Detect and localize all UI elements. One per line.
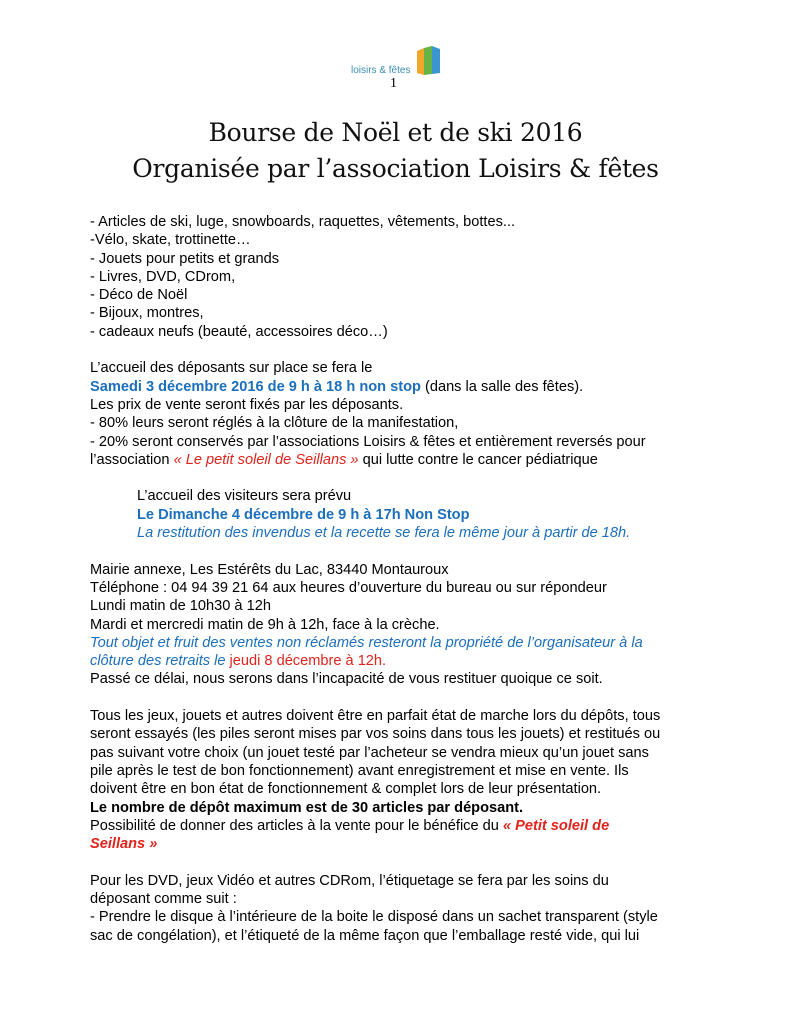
games-text: pas suivant votre choix (un jouet testé par l’acheteur se vendra mieux qu’un jouet sans [90,744,649,761]
games-text: Tous les jeux, jouets et autres doivent être en parfait état de marche lors du dépôts, tous [90,708,661,725]
article-item: - Livres, DVD, CDrom, [90,268,236,285]
deposit-intro: L’accueil des déposants sur place se fera le [90,360,373,377]
visitors-date: Le Dimanche 4 décembre de 9 h à 17h Non Stop [137,506,470,523]
article-item: - Bijoux, montres, [90,305,204,322]
games-text: pile après le test de bon fonctionnement) avant enregistrement et mise en vente. Ils [90,762,629,779]
deposit-prices: Les prix de vente seront fixés par les déposants. [90,396,404,413]
association-name: « Le petit soleil de Seillans » [173,451,359,468]
deposit-association-line [90,451,730,469]
withdrawal-deadline: jeudi 8 décembre à 12h. [229,653,387,670]
dvd-text: - Prendre le disque à l’intérieure de la boite le disposé dans un sachet transparent (style [90,909,658,926]
visitors-intro: L’accueil des visiteurs sera prévu [137,488,352,505]
dvd-text: déposant comme suit : [90,890,237,907]
article-item: -Vélo, skate, trottinette… [90,232,251,249]
after-deadline: Passé ce délai, nous serons dans l’incapacité de vous restituer quoique ce soit. [90,671,603,688]
contact-hours-tuesday: Mardi et mercredi matin de 9h à 12h, face à la crèche. [90,616,440,633]
deposit-date-line [90,378,730,396]
unclaimed-notice-2: clôture des retraits le [90,653,230,670]
article-item: - Jouets pour petits et grands [90,250,280,267]
article-item: - cadeaux neufs (beauté, accessoires déco…) [90,323,388,340]
association-suffix: qui lutte contre le cancer pédiatrique [358,451,598,468]
contact-hours-monday: Lundi matin de 10h30 à 12h [90,598,271,615]
dvd-text: Pour les DVD, jeux Vidéo et autres CDRom, l’étiquetage se fera par les soins du [90,872,609,889]
games-text: doivent être en bon état de fonctionnement & complet lors de leur présentation. [90,781,602,798]
games-text: seront essayés (les piles seront mises par vos soins dans tous les jouets) et restitués ou [90,726,661,743]
donate-name-2: Seillans » [90,836,158,853]
page-title-line-1: Bourse de Noël et de ski 2016 [208,118,583,147]
dvd-text: sac de congélation), et l’étiqueté de la même façon que l’emballage resté vide, qui lui [90,927,640,944]
unclaimed-notice-2-line [90,652,730,670]
visitors-restitution: La restitution des invendus et la recette se fera le même jour à partir de 18h. [137,525,631,542]
logo-text: loisirs & fêtes [351,65,411,76]
logo [351,45,441,77]
page-title-line-2: Organisée par l’association Loisirs & fêtes [132,154,659,183]
article-item: - Articles de ski, luge, snowboards, raquettes, vêtements, bottes... [90,214,516,230]
deposit-date: Samedi 3 décembre 2016 de 9 h à 18 h non stop [90,378,421,395]
page-number: 1 [390,76,397,91]
unclaimed-notice-1: Tout objet et fruit des ventes non réclamés resteront la propriété de l’organisateur à la [90,634,643,651]
deposit-date-suffix: (dans la salle des fêtes). [420,378,584,395]
donate-name-1: « Petit soleil de [502,817,610,834]
books-icon [415,45,441,77]
deposit-80pct: - 80% leurs seront réglés à la clôture de la manifestation, [90,415,459,432]
article-item: - Déco de Noël [90,287,188,304]
contact-phone: Téléphone : 04 94 39 21 64 aux heures d’ouverture du bureau ou sur répondeur [90,579,607,596]
max-deposit: Le nombre de dépôt maximum est de 30 articles par déposant. [90,799,524,816]
contact-address: Mairie annexe, Les Estérêts du Lac, 83440 Montauroux [90,561,449,578]
donate-text: Possibilité de donner des articles à la vente pour le bénéfice du [90,817,503,834]
association-prefix: l’association [90,451,174,468]
document-body [90,213,730,945]
donate-line [90,817,730,835]
deposit-20pct: - 20% seront conservés par l’associations Loisirs & fêtes et entièrement reversés pour [90,433,646,450]
